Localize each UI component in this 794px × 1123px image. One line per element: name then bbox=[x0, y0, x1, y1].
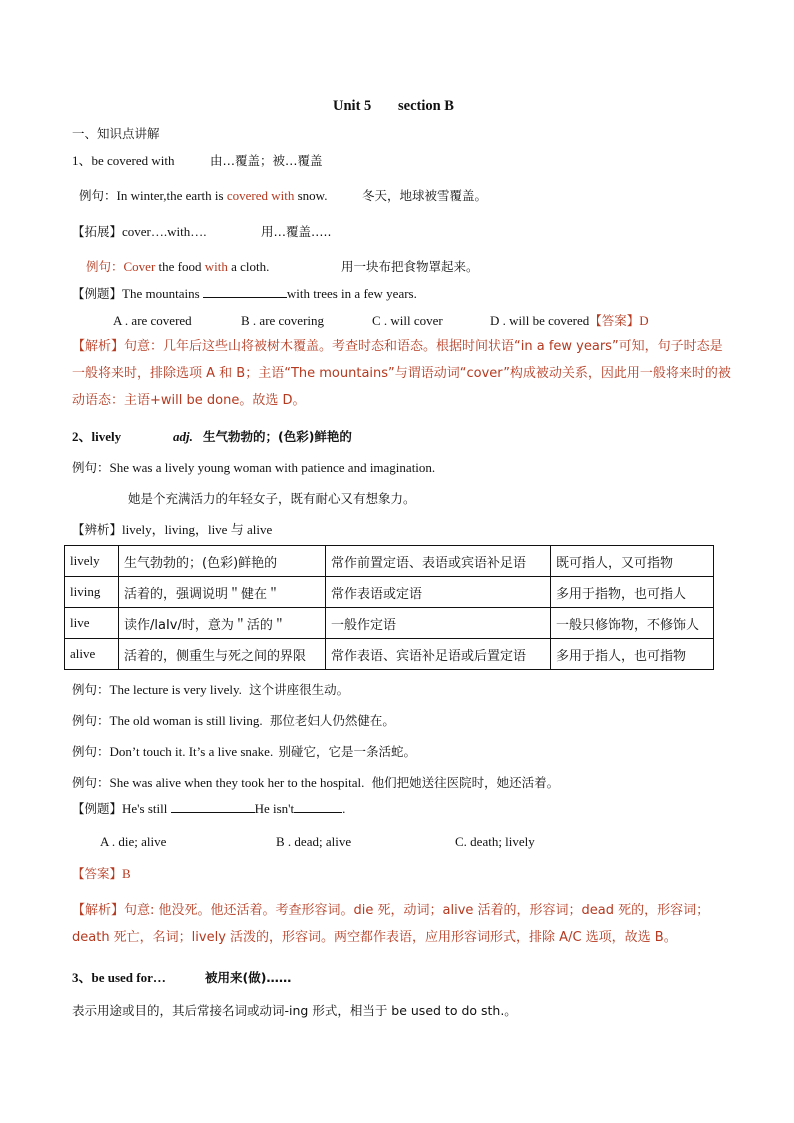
option-c: C . will cover bbox=[372, 313, 443, 328]
example-text: The lecture is very lively. bbox=[109, 682, 242, 697]
item2-answer bbox=[72, 865, 131, 883]
item2-question bbox=[72, 800, 345, 818]
item2-example bbox=[72, 459, 435, 477]
question-text: . bbox=[342, 801, 346, 816]
answer-blank bbox=[171, 800, 255, 813]
item2-term: 2、lively bbox=[72, 429, 122, 444]
item1-example2-cn: 用一块布把食物罩起来。 bbox=[341, 259, 479, 274]
example-highlight: covered with bbox=[226, 188, 295, 203]
answer-label: 【答案】 bbox=[589, 313, 640, 328]
table-cell: 多用于指物，也可指人 bbox=[551, 577, 714, 608]
question-text: He isn't bbox=[254, 801, 295, 816]
table-cell: 一般只修饰物，不修饰人 bbox=[551, 608, 714, 639]
compare-label: 【辨析】 bbox=[72, 522, 123, 537]
item2-example-2 bbox=[72, 712, 395, 730]
item1-example-cn: 冬天，地球被雪覆盖。 bbox=[362, 188, 488, 203]
item2-compare bbox=[72, 521, 272, 539]
example-label: 例句： bbox=[79, 188, 117, 203]
option-d-with-answer bbox=[490, 312, 649, 330]
example-label: 例句： bbox=[72, 682, 110, 697]
question-label: 【例题】 bbox=[72, 801, 123, 816]
table-cell: live bbox=[65, 608, 119, 639]
table-cell: 读作/laIv/时，意为＂活的＂ bbox=[119, 608, 326, 639]
example-text: the food bbox=[155, 259, 205, 274]
item1-meaning: 由…覆盖；被…覆盖 bbox=[210, 153, 323, 168]
table-cell: lively bbox=[65, 546, 119, 577]
table-cell: 既可指人，又可指物 bbox=[551, 546, 714, 577]
example-cn: 那位老妇人仍然健在。 bbox=[269, 713, 395, 728]
example-highlight: Cover bbox=[123, 259, 156, 274]
answer-value: D bbox=[639, 313, 649, 328]
item1-extension bbox=[72, 223, 207, 241]
table-cell: 一般作定语 bbox=[326, 608, 551, 639]
question-text: with trees in a few years. bbox=[286, 286, 417, 301]
table-row bbox=[65, 577, 714, 608]
item1-extension-meaning: 用…覆盖….. bbox=[261, 224, 332, 239]
item3-description: 表示用途或目的，其后常接名词或动词-ing 形式，相当于 be used to do sth.。 bbox=[72, 1003, 517, 1018]
option-b: B . dead; alive bbox=[276, 834, 352, 849]
table-row bbox=[65, 608, 714, 639]
example-text: a cloth. bbox=[227, 259, 270, 274]
example-cn: 他们把她送往医院时，她还活着。 bbox=[371, 775, 560, 790]
question-text: He's still bbox=[122, 801, 168, 816]
table-cell: living bbox=[65, 577, 119, 608]
example-cn: 别碰它，它是一条活蛇。 bbox=[278, 744, 416, 759]
table-cell: 常作前置定语、表语或宾语补足语 bbox=[326, 546, 551, 577]
example-text: She was alive when they took her to the hospital. bbox=[109, 775, 365, 790]
item2-example-3 bbox=[72, 743, 416, 761]
example-label: 例句： bbox=[72, 713, 110, 728]
option-d: D . will be covered bbox=[490, 313, 590, 328]
table-row bbox=[65, 639, 714, 670]
table-cell: 活着的，侧重生与死之间的界限 bbox=[119, 639, 326, 670]
example-label: 例句： bbox=[72, 744, 110, 759]
item1-example bbox=[79, 187, 327, 205]
question-label: 【例题】 bbox=[72, 286, 123, 301]
analysis-text: 句意: 他没死。他还活着。考查形容词。die 死，动词；alive 活着的，形容词；dead 死的，形容词；death 死亡，名词；lively 活泼的，形容词。两空都作表语，应用形容词形式，排除 A/C 选项，故选 B。 bbox=[72, 903, 710, 945]
table-cell: 常作表语、宾语补足语或后置定语 bbox=[326, 639, 551, 670]
table-row bbox=[65, 546, 714, 577]
comparison-table bbox=[64, 545, 714, 670]
extension-label: 【拓展】 bbox=[72, 224, 123, 239]
compare-text: lively，living，live 与 alive bbox=[122, 522, 273, 537]
example-text: The old woman is still living. bbox=[109, 713, 263, 728]
answer-blank bbox=[294, 800, 342, 813]
item2-analysis bbox=[72, 897, 732, 951]
item2-example-cn: 她是个充满活力的年轻女子，既有耐心又有想象力。 bbox=[128, 491, 416, 506]
item1-question bbox=[72, 285, 417, 303]
table-cell: 活着的，强调说明＂健在＂ bbox=[119, 577, 326, 608]
item3-term: 3、be used for… bbox=[72, 970, 166, 985]
option-a: A . are covered bbox=[113, 313, 192, 328]
item2-pos: adj. bbox=[173, 429, 193, 444]
item1-analysis bbox=[72, 333, 732, 414]
title-section: section B bbox=[398, 98, 454, 114]
example-text: Don’t touch it. It’s a live snake. bbox=[109, 744, 274, 759]
analysis-label: 【解析】 bbox=[72, 339, 125, 354]
example-text: In winter,the earth is bbox=[116, 188, 227, 203]
question-text: The mountains bbox=[122, 286, 200, 301]
answer-value: B bbox=[122, 866, 131, 881]
item3-meaning: 被用来(做)…… bbox=[205, 970, 292, 985]
heading-knowledge-points: 一、知识点讲解 bbox=[72, 126, 160, 141]
example-cn: 这个讲座很生动。 bbox=[249, 682, 350, 697]
table-cell: alive bbox=[65, 639, 119, 670]
option-c: C. death; lively bbox=[455, 834, 535, 849]
example-text: She was a lively young woman with patience and imagination. bbox=[109, 460, 436, 475]
answer-blank bbox=[203, 285, 287, 298]
item1-example2 bbox=[86, 258, 269, 276]
table-cell: 常作表语或定语 bbox=[326, 577, 551, 608]
example-label: 例句： bbox=[72, 775, 110, 790]
item1-term: 1、be covered with bbox=[72, 153, 175, 168]
example-highlight: with bbox=[204, 259, 228, 274]
example-label: 例句： bbox=[86, 259, 124, 274]
example-text: snow. bbox=[294, 188, 328, 203]
answer-label: 【答案】 bbox=[72, 866, 123, 881]
option-a: A . die; alive bbox=[100, 834, 167, 849]
option-b: B . are covering bbox=[241, 313, 325, 328]
item2-meaning: 生气勃勃的；(色彩)鲜艳的 bbox=[203, 429, 352, 444]
analysis-text: 句意：几年后这些山将被树木覆盖。考查时态和语态。根据时间状语“in a few years”可知，句子时态是一般将来时，排除选项 A 和 B；主语“The mountains”与谓语动词“cover”构成被动关系，因此用一般将来时的被动语态：主语+will be done。故选 D。 bbox=[72, 339, 731, 408]
table-cell: 生气勃勃的；(色彩)鲜艳的 bbox=[119, 546, 326, 577]
extension-term: cover….with…. bbox=[122, 224, 207, 239]
example-label: 例句： bbox=[72, 460, 110, 475]
analysis-label: 【解析】 bbox=[72, 903, 125, 918]
item2-example-1 bbox=[72, 681, 349, 699]
table-cell: 多用于指人，也可指物 bbox=[551, 639, 714, 670]
item2-example-4 bbox=[72, 774, 559, 792]
title-unit: Unit 5 bbox=[333, 98, 372, 114]
